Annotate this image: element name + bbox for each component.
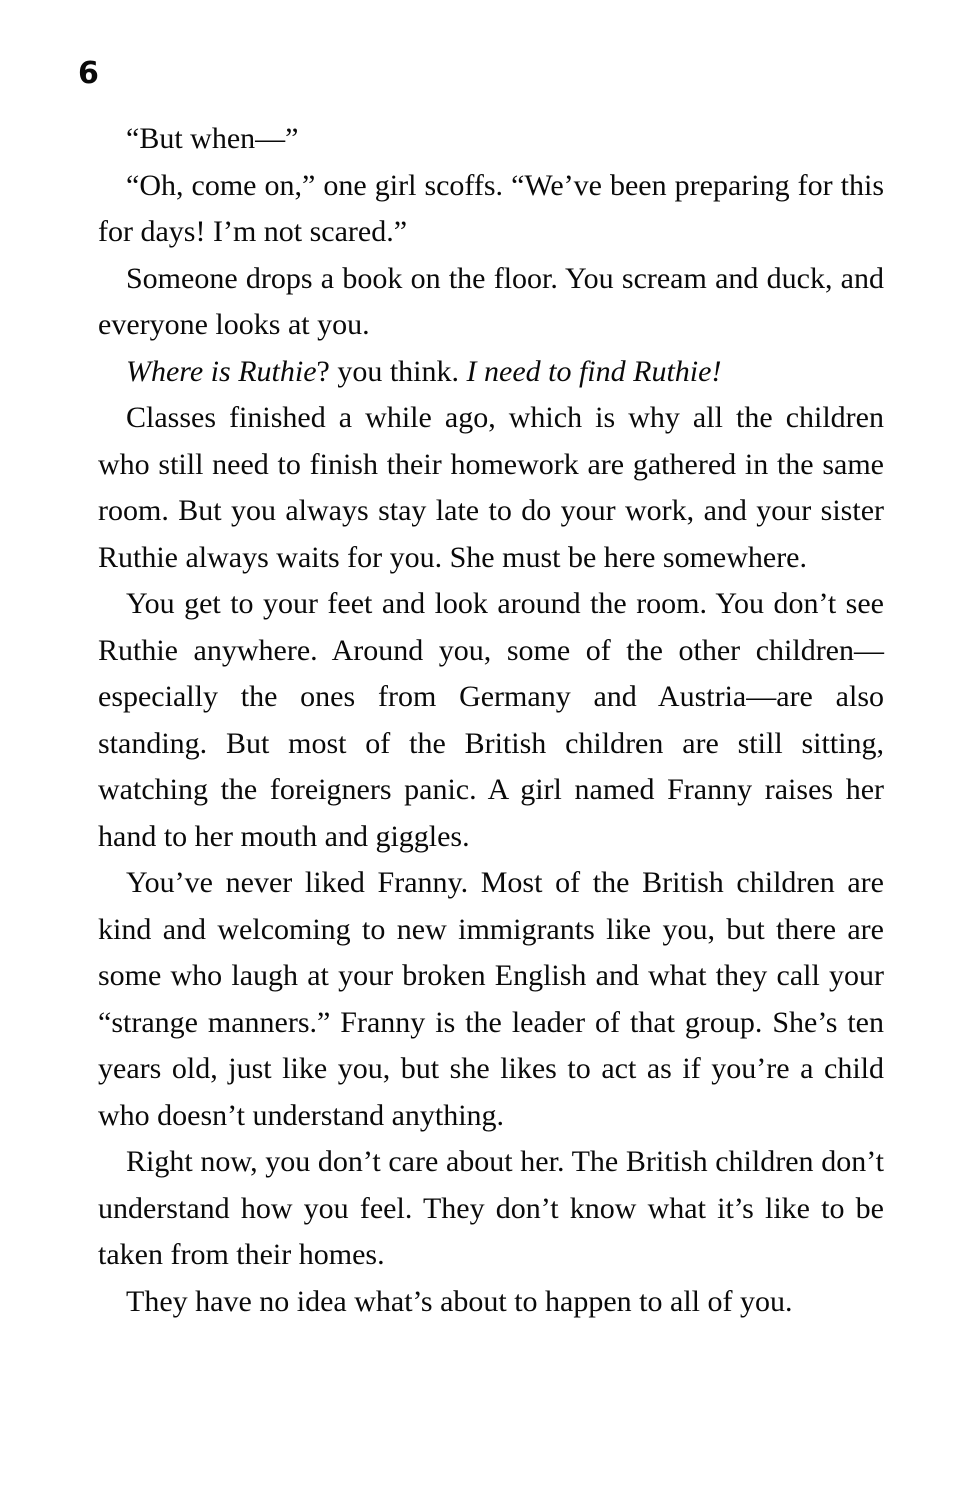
page-number: 6 — [78, 56, 99, 91]
paragraph — [98, 395, 884, 581]
text-run: “Oh, come on,” one girl scoffs. “We’ve been preparing for this for days! I’m not scared.” — [98, 168, 884, 248]
paragraph — [98, 349, 884, 396]
body-text — [98, 116, 884, 1325]
text-run: Classes finished a while ago, which is why all the children who still need to finish their homework are gathered in the same room. But you always stay late to do your work, and your sister Ruthie always waits for you. She must be here somewhere. — [98, 401, 884, 574]
text-run: ? you think. — [316, 354, 467, 388]
text-run: Right now, you don’t care about her. The British children don’t understand how you feel. They don’t know what it’s like to be taken from their homes. — [98, 1145, 884, 1271]
text-run: They have no idea what’s about to happen to all of you. — [126, 1284, 793, 1318]
text-run: You get to your feet and look around the room. You don’t see Ruthie anywhere. Around you, some of the other children—especially the ones from Germany and Austria—are also standing. But most of the British children are still sitting, watching the foreigners panic. A girl named Franny raises her hand to her mouth and giggles. — [98, 587, 884, 853]
paragraph — [98, 860, 884, 1139]
text-run: “But when—” — [126, 122, 299, 155]
paragraph — [98, 256, 884, 349]
paragraph — [98, 1139, 884, 1279]
text-run: Someone drops a book on the floor. You scream and duck, and everyone looks at you. — [98, 261, 884, 341]
italic-text-run: I need to find Ruthie! — [466, 354, 722, 388]
paragraph — [98, 1279, 884, 1326]
paragraph — [98, 116, 884, 163]
text-run: You’ve never liked Franny. Most of the British children are kind and welcoming to new immigrants like you, but there are some who laugh at your broken English and what they call your “strange manners.” Franny is the leader of that group. She’s ten years old, just like you, but she likes to act as if you’re a child who doesn’t understand anything. — [98, 866, 884, 1132]
paragraph — [98, 581, 884, 860]
paragraph — [98, 163, 884, 256]
italic-text-run: Where is Ruthie — [126, 354, 317, 388]
